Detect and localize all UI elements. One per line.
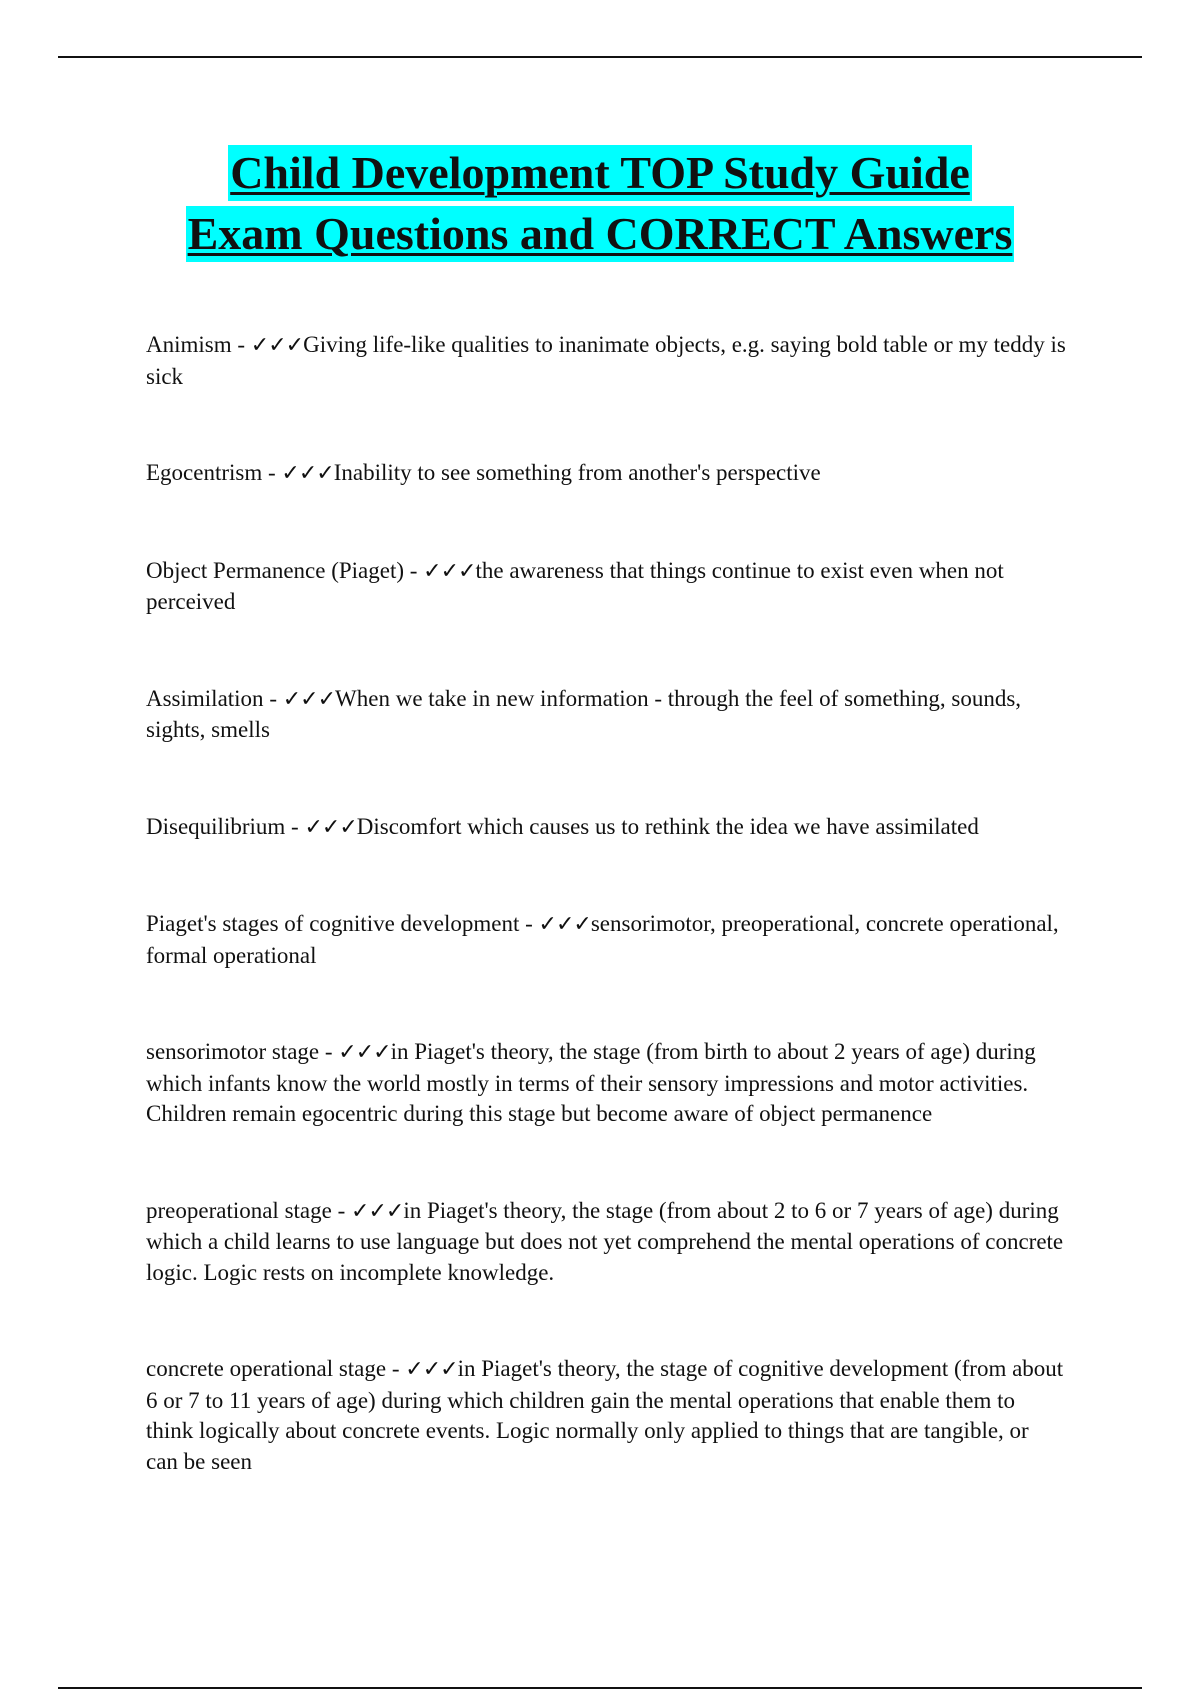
entry-definition: When we take in new information - through the feel of something, sounds, sights, smells	[146, 685, 1022, 742]
entry-animism	[146, 330, 1066, 392]
entry-disequilibrium	[146, 812, 1066, 844]
entry-term: sensorimotor stage	[146, 1039, 320, 1064]
entry-separator: -	[263, 685, 283, 711]
entry-list	[146, 330, 1066, 1477]
entry-term: preoperational stage	[146, 1197, 332, 1223]
entry-separator: -	[285, 813, 305, 839]
entry-definition: Discomfort which causes us to rethink the idea we have assimilated	[356, 813, 979, 839]
entry-piaget-stages	[146, 909, 1066, 971]
check-marks-icon: ✓✓✓	[304, 814, 357, 840]
check-marks-icon: ✓✓✓	[250, 333, 304, 358]
entry-term: concrete operational stage	[146, 1356, 387, 1381]
entry-term: Assimilation	[146, 685, 264, 711]
entry-separator: -	[519, 911, 539, 936]
entry-definition: in Piaget's theory, the stage (from about 2 to 6 or 7 years of age) during which a child learns to use language but does not yet comprehend the mental operations of concrete logic. Logic rests on incomplete knowledge.	[146, 1197, 1064, 1285]
entry-separator: -	[386, 1356, 406, 1381]
entry-separator: -	[404, 557, 424, 583]
check-marks-icon: ✓✓✓	[423, 558, 476, 584]
entry-object-permanence	[146, 556, 1066, 618]
entry-separator: -	[262, 460, 282, 485]
entry-definition: Giving life-like qualities to inanimate objects, e.g. saying bold table or my teddy is sick	[146, 332, 1066, 389]
entry-sensorimotor-stage	[146, 1037, 1066, 1130]
bottom-rule	[58, 1687, 1142, 1689]
entry-egocentrism	[146, 458, 1066, 490]
entry-definition: in Piaget's theory, the stage of cognitive development (from about 6 or 7 to 11 years of age) during which children gain the mental operations that enable them to think logically about concrete events. Logic normally only applied to things that are tangible, or can be seen	[146, 1356, 1064, 1474]
entry-definition: sensorimotor, preoperational, concrete operational, formal operational	[146, 911, 1059, 968]
entry-term: Animism	[146, 332, 232, 357]
entry-separator: -	[331, 1197, 352, 1223]
entry-definition: Inability to see something from another's perspective	[333, 460, 821, 485]
check-marks-icon: ✓✓✓	[282, 686, 336, 712]
page-title	[0, 145, 1200, 267]
check-marks-icon: ✓✓✓	[538, 912, 591, 937]
entry-term: Egocentrism	[146, 460, 263, 485]
entry-term: Piaget's stages of cognitive development	[146, 911, 520, 936]
entry-assimilation	[146, 684, 1066, 746]
check-marks-icon: ✓✓✓	[281, 461, 334, 486]
entry-term: Object Permanence (Piaget)	[146, 557, 404, 583]
entry-definition: the awareness that things continue to exist even when not perceived	[146, 557, 1004, 614]
entry-term: Disequilibrium	[146, 813, 286, 839]
check-marks-icon: ✓✓✓	[338, 1040, 391, 1065]
check-marks-icon: ✓✓✓	[405, 1357, 458, 1382]
entry-separator: -	[319, 1039, 339, 1064]
entry-concrete-operational-stage	[146, 1354, 1066, 1477]
entry-definition: in Piaget's theory, the stage (from birth to about 2 years of age) during which infants know the world mostly in terms of their sensory impressions and motor activities. Children remain egocentric during this stage but become aware of object permanence	[146, 1039, 1036, 1126]
top-rule	[58, 56, 1142, 58]
title-line-1: Child Development TOP Study Guide	[228, 145, 972, 201]
title-line-2: Exam Questions and CORRECT Answers	[186, 206, 1015, 262]
entry-separator: -	[231, 332, 251, 357]
check-marks-icon: ✓✓✓	[351, 1198, 404, 1224]
entry-preoperational-stage	[146, 1196, 1066, 1289]
